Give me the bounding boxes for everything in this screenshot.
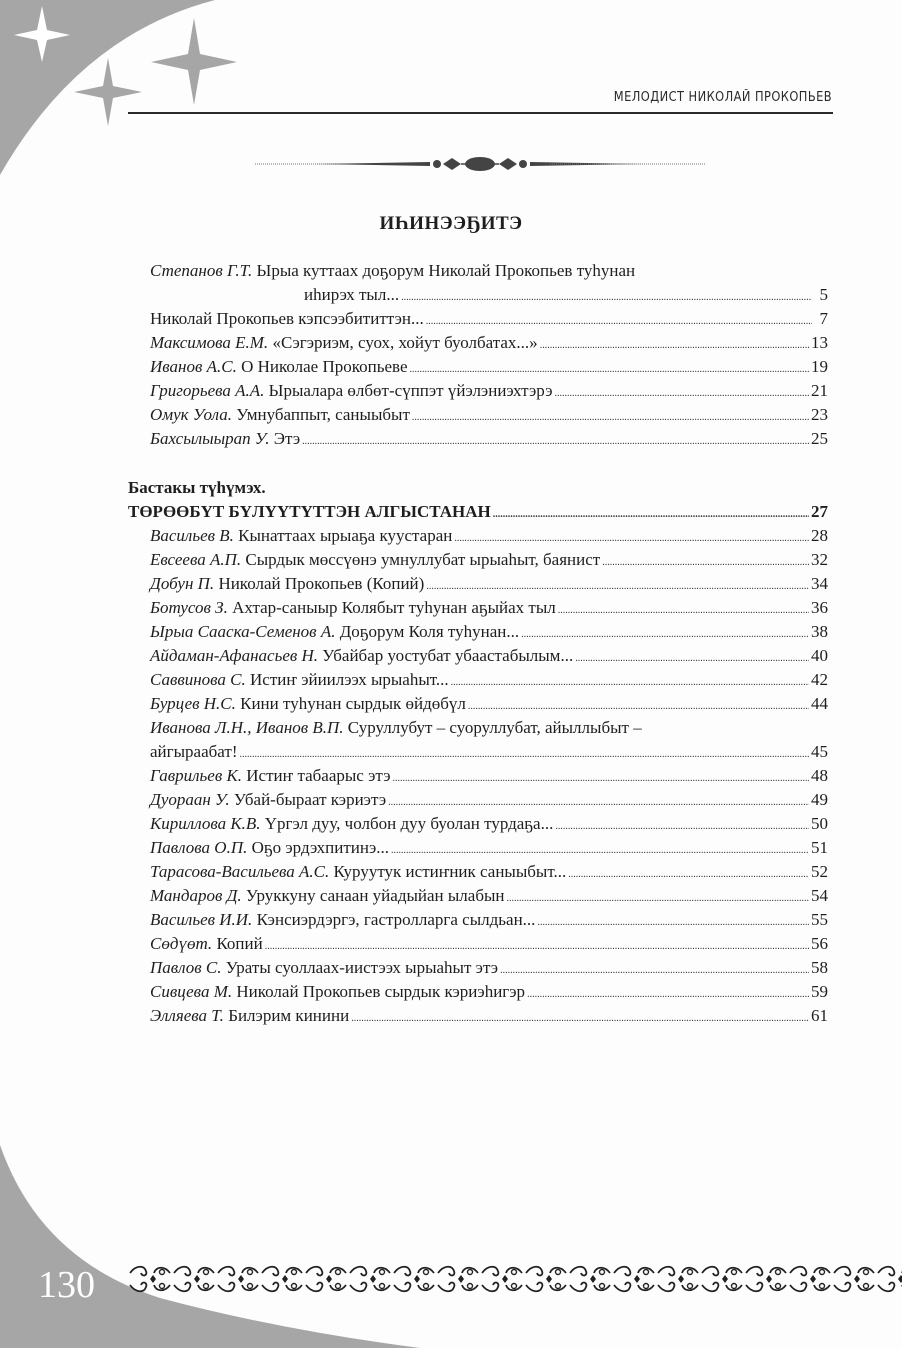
entry-page: 48: [811, 766, 828, 785]
dot-leader: [500, 956, 809, 983]
toc-entry[interactable]: [150, 956, 828, 980]
dot-leader: [391, 836, 809, 863]
border-ornament-icon: [128, 1263, 902, 1295]
entry-author: Павлова О.П.: [150, 838, 248, 857]
entry-page: 38: [811, 622, 828, 641]
entry-title: Ураты суоллаах-иистээх ырыаһыт этэ: [225, 958, 499, 977]
dot-leader: [468, 692, 809, 719]
toc-entry[interactable]: [150, 259, 828, 283]
dot-leader: [410, 355, 809, 382]
entry-author: Сивцева М.: [150, 982, 233, 1001]
entry-author: Григорьева А.А.: [150, 381, 265, 400]
entry-title: Үргэл дуу, чолбон дуу буолан турдаҕа...: [264, 814, 554, 833]
entry-author: Бурцев Н.С.: [150, 694, 236, 713]
entry-title: О Николае Прокопьеве: [241, 357, 408, 376]
entry-page: 44: [811, 694, 828, 713]
entry-page: 51: [811, 838, 828, 857]
entry-author: Максимова Е.М.: [150, 333, 269, 352]
entry-title: Ырыалара өлбөт-сүппэт үйэлэниэхтэрэ: [268, 381, 553, 400]
dot-leader: [412, 403, 809, 430]
entry-page: 5: [819, 285, 828, 304]
entry-author: Элляева Т.: [150, 1006, 224, 1025]
dot-leader: [558, 596, 809, 623]
dot-leader: [388, 788, 809, 815]
dot-leader: [265, 932, 809, 959]
entry-author: Ырыа Сааска-Семенов А.: [150, 622, 336, 641]
entry-title: Ырыа куттаах доҕорум Николай Прокопьев туһунан: [256, 261, 636, 280]
toc-entry[interactable]: [150, 524, 828, 548]
page-number: 130: [38, 1264, 95, 1306]
toc-entry[interactable]: [150, 908, 828, 932]
entry-page: 40: [811, 646, 828, 665]
section-page: 27: [811, 502, 828, 521]
entry-author: Бахсылыырап У.: [150, 429, 270, 448]
entry-author: Васильев И.И.: [150, 910, 253, 929]
toc-entry[interactable]: [150, 932, 828, 956]
dot-leader: [555, 379, 809, 406]
dot-leader: [527, 980, 809, 1007]
entry-title: Убай-быраат кэриэтэ: [233, 790, 387, 809]
toc-entry[interactable]: [150, 668, 828, 692]
entry-page: 19: [811, 357, 828, 376]
entry-page: 58: [811, 958, 828, 977]
toc-title: ИҺИНЭЭҔИТЭ: [379, 213, 523, 234]
entry-author: Иванова Л.Н., Иванов В.П.: [150, 718, 344, 737]
toc-entry[interactable]: [150, 764, 828, 788]
dot-leader: [239, 740, 809, 767]
toc-entry[interactable]: [150, 331, 828, 355]
section-entries: [128, 524, 828, 1028]
section-label: Бастакы түһүмэх.: [128, 478, 266, 497]
entry-page: 55: [811, 910, 828, 929]
entry-author: Васильев В.: [150, 526, 234, 545]
toc-entry-continuation[interactable]: [150, 740, 828, 764]
toc-entry[interactable]: [150, 1004, 828, 1028]
toc-entry[interactable]: [150, 812, 828, 836]
entry-title: Ахтар-саныыр Колябыт туһунан аҕыйах тыл: [232, 598, 556, 617]
entry-title: Умнубаппыт, саныыбыт: [236, 405, 410, 424]
toc-entry[interactable]: [150, 692, 828, 716]
dot-leader: [493, 500, 809, 527]
toc-entry[interactable]: [150, 548, 828, 572]
dot-leader: [393, 764, 809, 791]
entry-page: 49: [811, 790, 828, 809]
entry-page: 25: [811, 429, 828, 448]
toc-entry[interactable]: [150, 716, 828, 740]
dot-leader: [426, 572, 809, 599]
entry-author: Дуораан У.: [150, 790, 230, 809]
toc-entry[interactable]: [150, 379, 828, 403]
dot-leader: [521, 620, 809, 647]
entry-author: Сөдүөт.: [150, 934, 213, 953]
dot-leader: [507, 884, 809, 911]
dot-leader: [451, 668, 809, 695]
entry-title: Николай Прокопьев кэпсээбититтэн...: [150, 309, 424, 328]
entry-author: Евсеева А.П.: [150, 550, 242, 569]
entry-page: 45: [811, 742, 828, 761]
entry-title: Николай Прокопьев сырдык кэриэһигэр: [236, 982, 526, 1001]
entry-page: 61: [811, 1006, 828, 1025]
entry-title: Кынаттаах ырыаҕа куустаран: [238, 526, 453, 545]
entry-title: Убайбар уостубат убаастабылым...: [322, 646, 574, 665]
entry-page: 36: [811, 598, 828, 617]
entry-page: 23: [811, 405, 828, 424]
entry-author: Мандаров Д.: [150, 886, 242, 905]
toc-entry[interactable]: [150, 884, 828, 908]
entry-page: 13: [811, 333, 828, 352]
entry-page: 52: [811, 862, 828, 881]
dot-leader: [537, 908, 809, 935]
star-icon: [151, 18, 237, 105]
entry-page: 54: [811, 886, 828, 905]
entry-title: Суруллубут – суоруллубат, айыллыбыт –: [347, 718, 642, 737]
running-head: МЕЛОДИСТ НИКОЛАЙ ПРОКОПЬЕВ: [613, 90, 832, 105]
entry-page: 28: [811, 526, 828, 545]
entry-title-cont: айгыраабат!: [150, 742, 238, 761]
entry-title: Оҕо эрдэхпитинэ...: [251, 838, 390, 857]
entry-page: 7: [819, 309, 828, 328]
toc-entry[interactable]: [150, 836, 828, 860]
entry-title: Истиҥ табаарыс этэ: [246, 766, 391, 785]
entry-author: Тарасова-Васильева А.С.: [150, 862, 330, 881]
entry-title: Уруккуну санаан уйадыйан ылабын: [245, 886, 505, 905]
entry-title: Куруутук истиҥник саныыбыт...: [333, 862, 567, 881]
entry-page: 34: [811, 574, 828, 593]
toc-entry[interactable]: [150, 307, 828, 331]
dot-leader: [555, 812, 809, 839]
toc-entry[interactable]: [150, 860, 828, 884]
entry-author: Айдаман-Афанасьев Н.: [150, 646, 319, 665]
entry-title: «Сэгэриэм, суох, хойут буолбатах...»: [272, 333, 538, 352]
entry-page: 32: [811, 550, 828, 569]
toc-section: [128, 476, 828, 1028]
toc-entry[interactable]: [150, 355, 828, 379]
toc-entry[interactable]: [150, 644, 828, 668]
dot-leader: [426, 307, 812, 334]
toc-entry-continuation[interactable]: [150, 283, 828, 307]
section-title: ТӨРӨӨБҮТ БҮЛҮҮТҮТТЭН АЛГЫСТАНАН: [128, 502, 491, 521]
entry-author: Иванов А.С.: [150, 357, 237, 376]
bottom-corner-shape: [0, 1145, 420, 1348]
entry-title: Копий: [216, 934, 263, 953]
toc-entry[interactable]: [150, 788, 828, 812]
toc-intro-list: [150, 259, 828, 451]
header-rule: [128, 112, 833, 114]
dot-leader: [401, 283, 812, 310]
section-title-entry[interactable]: [128, 500, 828, 524]
entry-page: 56: [811, 934, 828, 953]
toc-entry[interactable]: [150, 427, 828, 451]
toc-entry[interactable]: [150, 980, 828, 1004]
entry-title: Сырдык мөссүөнэ умнуллубат ырыаһыт, баянист: [245, 550, 601, 569]
entry-title: Николай Прокопьев (Копий): [218, 574, 425, 593]
toc-entry[interactable]: [150, 620, 828, 644]
entry-author: Омук Уола.: [150, 405, 232, 424]
divider-ornament-icon: [255, 152, 705, 176]
entry-author: Гаврильев К.: [150, 766, 242, 785]
dot-leader: [540, 331, 809, 358]
dot-leader: [302, 427, 809, 454]
entry-title: Этэ: [273, 429, 301, 448]
toc-entry[interactable]: [150, 403, 828, 427]
entry-page: 42: [811, 670, 828, 689]
entry-author: Ботусов З.: [150, 598, 228, 617]
entry-title: Доҕорум Коля туһунан...: [339, 622, 520, 641]
entry-page: 21: [811, 381, 828, 400]
dot-leader: [454, 524, 809, 551]
entry-author: Добун П.: [150, 574, 215, 593]
dot-leader: [351, 1004, 809, 1031]
entry-title-cont: иһирэх тыл...: [304, 285, 400, 304]
entry-author: Кириллова К.В.: [150, 814, 261, 833]
dot-leader: [568, 860, 809, 887]
toc-entry[interactable]: [150, 572, 828, 596]
entry-author: Павлов С.: [150, 958, 222, 977]
entry-author: Степанов Г.Т.: [150, 261, 253, 280]
entry-title: Билэрим кинини: [228, 1006, 350, 1025]
entry-title: Кини туһунан сырдык өйдөбүл: [240, 694, 466, 713]
entry-title: Кэнсиэрдэргэ, гастролларга сылдьан...: [256, 910, 536, 929]
entry-title: Истиҥ эйиилээх ырыаһыт...: [250, 670, 449, 689]
dot-leader: [602, 548, 809, 575]
entry-page: 50: [811, 814, 828, 833]
dot-leader: [575, 644, 809, 671]
entry-page: 59: [811, 982, 828, 1001]
toc-entry[interactable]: [150, 596, 828, 620]
entry-author: Саввинова С.: [150, 670, 246, 689]
